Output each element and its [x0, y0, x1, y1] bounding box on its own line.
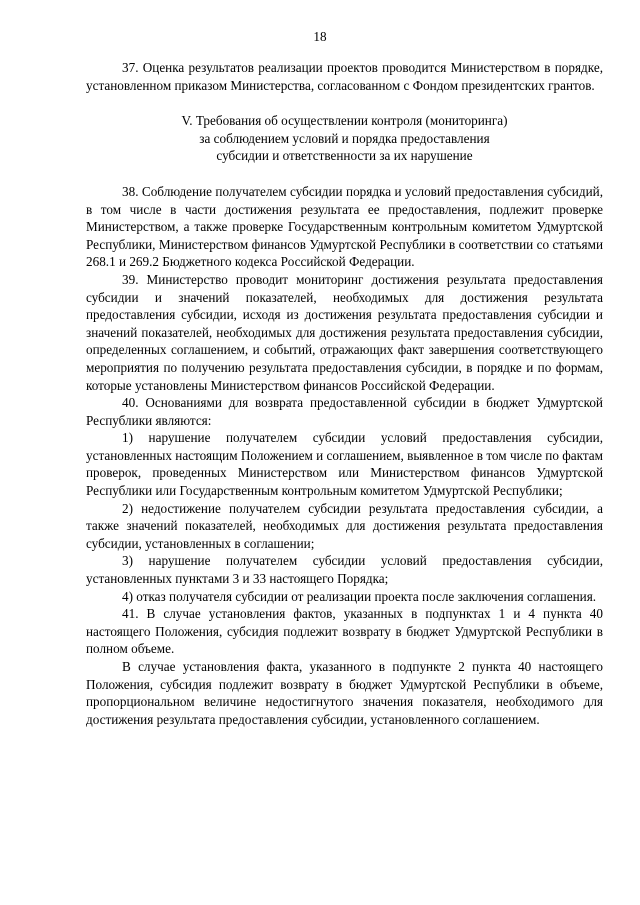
paragraph-39: 39. Министерство проводит мониторинг достижения результата предоставления субсидии и значений показателей, необходимых для достижения результата предоставления субсидии, исходя из достижения результата предоставления субсидии и значений показателей, необходимых для достижения результата предоставления субсидии, определенных соглашением, и событий, отражающих факт завершения соответствующего мероприятия по получению результата предоставления субсидии, в порядке и по формам, которые установлены Министерством финансов Российской Федерации.	[86, 271, 603, 393]
paragraph-38: 38. Соблюдение получателем субсидии порядка и условий предоставления субсидий, в том числе в части достижения результата ее предоставления, подлежит проверке Министерством, а также проверке Государственным контрольным комитетом Удмуртской Республики, Министерством финансов Удмуртской Республики в соответствии со статьями 268.1 и 269.2 Бюджетного кодекса Российской Федерации.	[86, 183, 603, 270]
section-title	[86, 112, 603, 165]
section-title-line: за соблюдением условий и порядка предоставления	[199, 130, 490, 146]
paragraph-40-item-4: 4) отказ получателя субсидии от реализации проекта после заключения соглашения.	[122, 588, 597, 604]
paragraph-40-item-3: 3) нарушение получателем субсидии условий предоставления субсидии, установленных пунктами 3 и 33 настоящего Порядка;	[86, 553, 603, 587]
paragraph-37: 37. Оценка результатов реализации проектов проводится Министерством в порядке, установленном приказом Министерства, согласованном с Фондом президентских грантов.	[86, 60, 603, 93]
page-body	[86, 59, 603, 728]
paragraph-41-continued: В случае установления факта, указанного в подпункте 2 пункта 40 настоящего Положения, субсидия подлежит возврату в бюджет Удмуртской Республики в объеме, пропорциональном величине недостигнутого значения показателя, необходимого для достижения результата предоставления субсидии, установленного соглашением.	[86, 659, 603, 727]
paragraph-40: 40. Основаниями для возврата предоставленной субсидии в бюджет Удмуртской Республики являются:	[86, 395, 603, 428]
paragraph-40-item-1: 1) нарушение получателем субсидии условий предоставления субсидии, установленных настоящим Положением и соглашением, выявленное в том числе по фактам проверок, проведенных Министерством или Министерством финансов Удмуртской Республики или Государственным контрольным комитетом Удмуртской Республики;	[86, 430, 603, 499]
paragraph-41: 41. В случае установления фактов, указанных в подпунктах 1 и 4 пункта 40 настоящего Положения, субсидия подлежит возврату в бюджет Удмуртской Республики в полном объеме.	[86, 606, 603, 657]
section-title-line: V. Требования об осуществлении контроля (мониторинга)	[181, 113, 508, 129]
paragraph-40-item-2: 2) недостижение получателем субсидии результата предоставления субсидии, а также значений показателей, необходимых для достижения результата предоставления субсидии, установленных в соглашении;	[86, 500, 603, 551]
page-number: 18	[313, 29, 327, 44]
section-title-line: субсидии и ответственности за их нарушение	[216, 148, 473, 164]
